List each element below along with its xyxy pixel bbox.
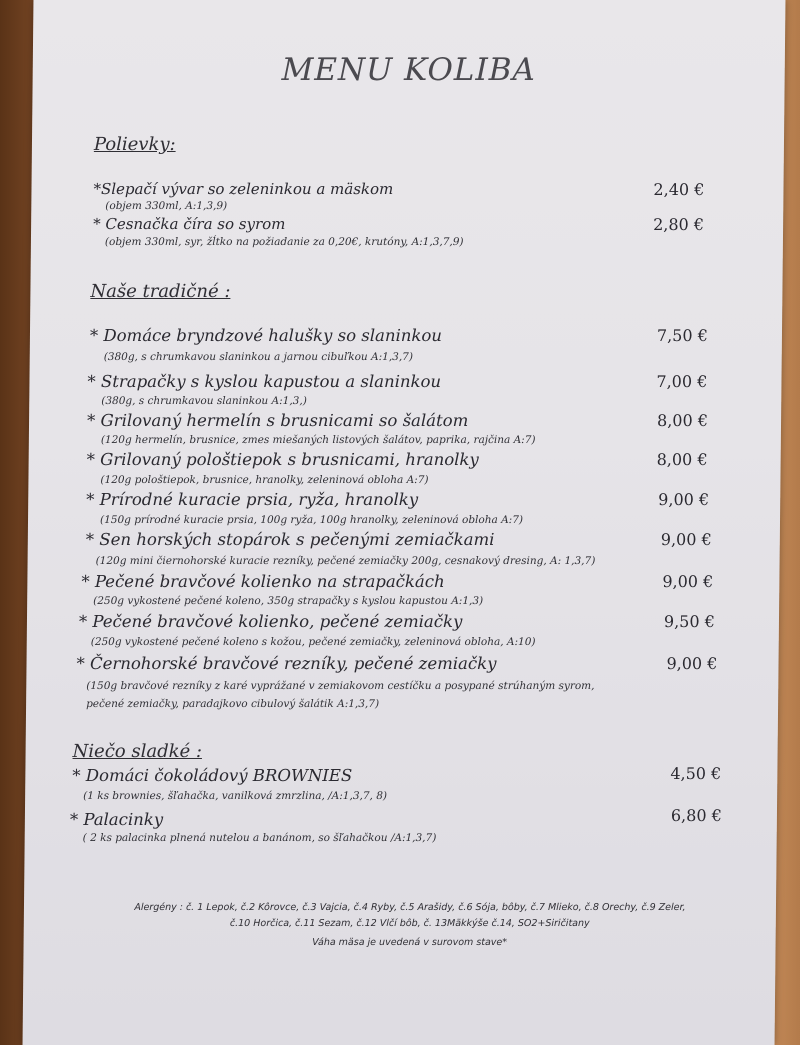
item-price: 2,80 € [653,215,705,234]
item-price: 8,00 € [656,450,708,469]
item-description: (150g bravčové rezníky z karé vyprážané v zemiakovom cestíčku a posypané strúhaným syrom, [86,680,595,692]
item-name: * Pečené bravčové kolienko, pečené zemiačky [78,612,463,631]
item-name: * Palacinky [69,810,164,829]
item-price: 8,00 € [656,411,709,430]
item-description: (250g vykostené pečené koleno s kožou, pečené zemiačky, zeleninová obloha, A:10) [90,636,536,648]
section-heading-soups: Polievky: [93,134,176,155]
item-description: (380g, s chrumkavou slaninkou a jarnou cibuľkou A:1,3,7) [103,351,414,363]
item-name: * Domáce bryndzové halušky so slaninkou [89,326,443,345]
allergens-line-1: Alergény : č. 1 Lepok, č.2 Kôrovce, č.3 Vajcia, č.4 Ryby, č.5 Arašidy, č.6 Sója, bôby, č.7 Mlieko, č.8 Orechy, č.9 Zeler, [134,902,686,913]
item-description-continued: pečené zemiačky, paradajkovo cibulový šalátik A:1,3,7) [86,698,380,710]
section-heading-traditional: Naše tradičné : [90,281,231,302]
item-description: (380g, s chrumkavou slaninkou A:1,3,) [101,395,307,407]
item-description: (1 ks brownies, šľahačka, vanilková zmrzlina, /A:1,3,7, 8) [83,790,388,802]
item-price: 2,40 € [653,180,705,199]
item-name: * Grilovaný hermelín s brusnicami so šalátom [86,411,469,430]
meat-weight-note: Váha mäsa je uvedená v surovom stave* [312,937,508,948]
section-heading-sweet: Niečo sladké : [72,741,203,762]
item-name: * Strapačky s kyslou kapustou a slaninkou [87,372,442,391]
item-name: *Slepačí vývar so zeleninkou a mäskom [93,180,394,198]
item-name: * Sen horských stopárok s pečenými zemiačkami [85,530,495,549]
item-name: * Černohorské bravčové rezníky, pečené zemiačky [76,654,497,673]
item-price: 4,50 € [670,764,722,783]
item-name: * Pečené bravčové kolienko na strapačkách [81,572,445,591]
item-description: (objem 330ml, A:1,3,9) [105,200,228,212]
item-description: (120g mini čiernohorské kuracie rezníky, pečené zemiačky 200g, cesnakový dresing, A: 1,3,7) [95,555,596,567]
item-description: (objem 330ml, syr, žĺtko na požiadanie za 0,20€, krutóny, A:1,3,7,9) [104,236,464,248]
item-name: * Grilovaný pološtiepok s brusnicami, hranolky [86,450,479,469]
item-description: (120g pološtiepok, brusnice, hranolky, zeleninová obloha A:7) [100,474,429,486]
item-name: * Cesnačka číra so syrom [93,215,286,233]
item-price: 9,00 € [658,490,710,509]
item-price: 9,50 € [663,612,715,631]
item-description: (150g prírodné kuracie prsia, 100g ryža, 100g hranolky, zeleninová obloha A:7) [99,514,524,526]
item-price: 9,00 € [660,530,712,549]
allergens-line-2: č.10 Horčica, č.11 Sezam, č.12 Vlčí bôb, č. 13Mäkkýše č.14, SO2+Siričitany [229,918,590,929]
item-description: ( 2 ks palacinka plnená nutelou a banánom, so šľahačkou /A:1,3,7) [82,832,437,844]
item-price: 6,80 € [670,806,722,825]
item-price: 9,00 € [662,572,714,591]
item-description: (120g hermelín, brusnice, zmes miešaných listových šalátov, paprika, rajčina A:7) [100,434,536,446]
item-price: 9,00 € [666,654,718,673]
item-price: 7,50 € [656,326,708,345]
item-name: * Domáci čokoládový BROWNIES [72,766,353,785]
menu-paper [23,0,786,1045]
item-price: 7,00 € [656,372,708,391]
item-description: (250g vykostené pečené koleno, 350g strapačky s kyslou kapustou A:1,3) [93,595,484,607]
menu-title: MENU KOLIBA [281,52,537,88]
item-name: * Prírodné kuracie prsia, ryža, hranolky [86,490,419,509]
